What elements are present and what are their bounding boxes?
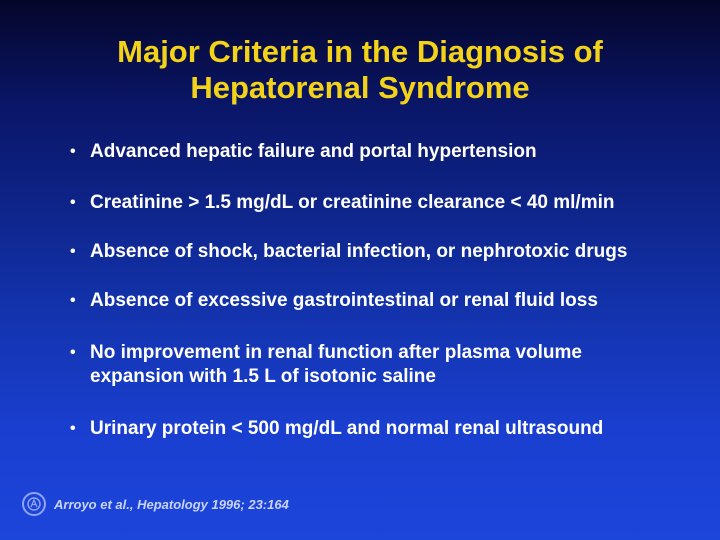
criteria-text (90, 341, 582, 389)
criteria-text-line-1: No improvement in renal function after plasma volume (90, 342, 582, 363)
criteria-text-line-2: expansion with 1.5 L of isotonic saline (90, 366, 436, 387)
bullet-dot: • (70, 243, 76, 260)
citation-text: Arroyo et al., Hepatology 1996; 23:164 (54, 496, 289, 512)
criteria-item (70, 140, 537, 164)
criteria-text: Absence of excessive gastrointestinal or renal fluid loss (90, 290, 598, 311)
criteria-item (70, 417, 603, 441)
slide-title (0, 34, 720, 106)
slide-title-line-1: Major Criteria in the Diagnosis of (117, 34, 603, 69)
criteria-item (70, 240, 627, 264)
bullet-dot: • (70, 420, 76, 437)
criteria-text: Advanced hepatic failure and portal hypertension (90, 141, 537, 162)
bullet-dot: • (70, 143, 76, 160)
bullet-dot: • (70, 194, 76, 211)
criteria-item (70, 289, 598, 313)
criteria-text: Absence of shock, bacterial infection, or nephrotoxic drugs (90, 241, 628, 262)
criteria-item (70, 191, 614, 215)
criteria-text: Urinary protein < 500 mg/dL and normal renal ultrasound (90, 418, 604, 439)
criteria-text: Creatinine > 1.5 mg/dL or creatinine clearance < 40 ml/min (90, 192, 615, 213)
bullet-dot: • (70, 292, 76, 309)
bullet-dot: • (70, 344, 76, 361)
citation (22, 492, 289, 516)
society-seal-icon (22, 492, 46, 516)
criteria-item (70, 341, 582, 389)
slide-title-line-2: Hepatorenal Syndrome (190, 70, 530, 105)
